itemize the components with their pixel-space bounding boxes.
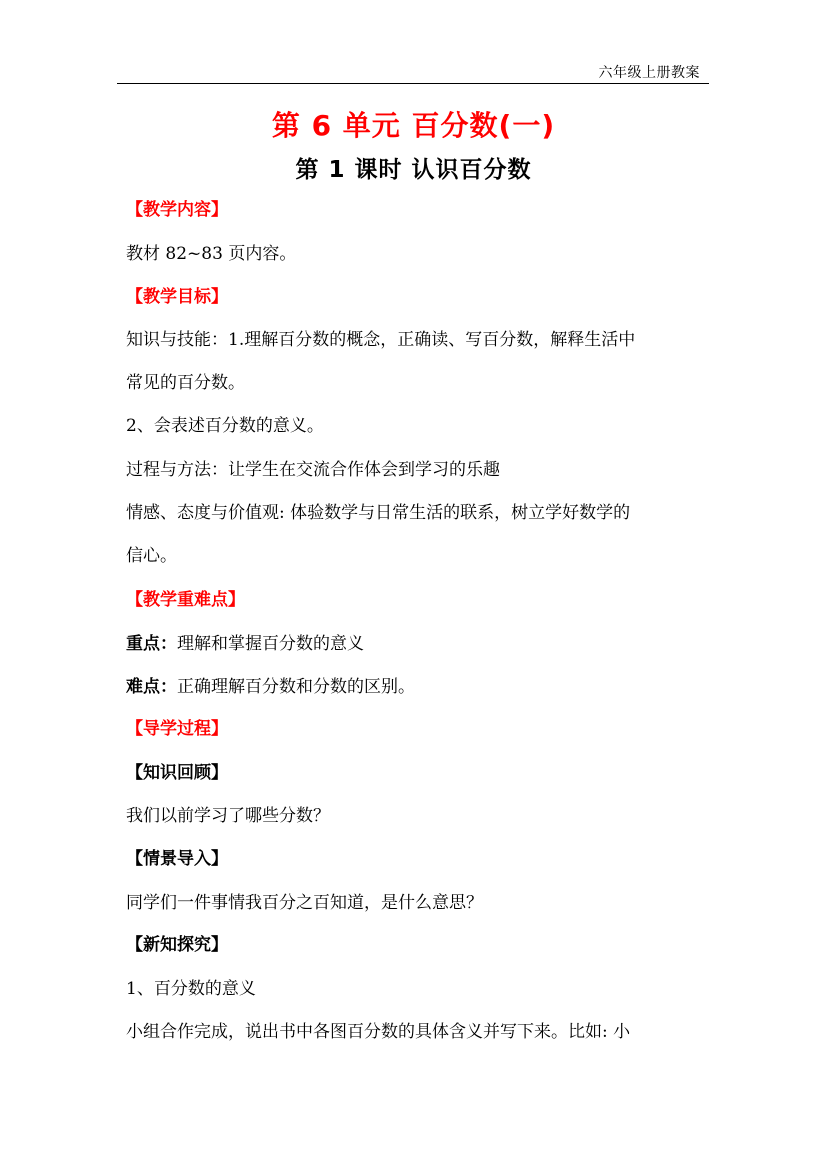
- intro-text: 同学们一件事情我百分之百知道，是什么意思？: [126, 893, 483, 913]
- content-text: 教材 82~83 页内容。: [126, 244, 297, 264]
- key-point-label: 重点：: [126, 634, 177, 654]
- section-heading-key-points: 【教学重难点】: [126, 590, 245, 610]
- difficult-point-label: 难点：: [126, 677, 177, 697]
- explore-text: 小组合作完成，说出书中各图百分数的具体含义并写下来。比如: 小: [126, 1022, 631, 1042]
- explore-item-1: 1、百分数的意义: [126, 979, 256, 999]
- header-course-label: 六年级上册教案: [598, 65, 700, 81]
- difficult-point-text: 正确理解百分数和分数的区别。: [177, 677, 415, 697]
- header-divider: [117, 83, 709, 84]
- section-heading-content: 【教学内容】: [126, 200, 228, 220]
- unit-title: 第 6 单元 百分数(一): [271, 109, 556, 142]
- section-heading-intro: 【情景导入】: [126, 849, 228, 869]
- goals-line-3: 2、会表述百分数的意义。: [126, 416, 324, 436]
- section-heading-explore: 【新知探究】: [126, 935, 228, 955]
- goals-line-1: 知识与技能：1.理解百分数的概念，正确读、写百分数，解释生活中: [126, 330, 636, 350]
- key-point-line: [126, 633, 364, 655]
- key-point-text: 理解和掌握百分数的意义: [177, 634, 364, 654]
- section-heading-review: 【知识回顾】: [126, 763, 228, 783]
- goals-line-2: 常见的百分数。: [126, 373, 245, 393]
- lesson-subtitle: 第 1 课时 认识百分数: [295, 157, 532, 183]
- goals-line-5: 情感、态度与价值观: 体验数学与日常生活的联系，树立学好数学的: [126, 503, 631, 523]
- difficult-point-line: [126, 676, 415, 698]
- section-heading-goals: 【教学目标】: [126, 287, 228, 307]
- section-heading-process: 【导学过程】: [126, 719, 228, 739]
- goals-line-4: 过程与方法：让学生在交流合作体会到学习的乐趣: [126, 460, 500, 480]
- review-text: 我们以前学习了哪些分数？: [126, 806, 330, 826]
- goals-line-6: 信心。: [126, 546, 177, 566]
